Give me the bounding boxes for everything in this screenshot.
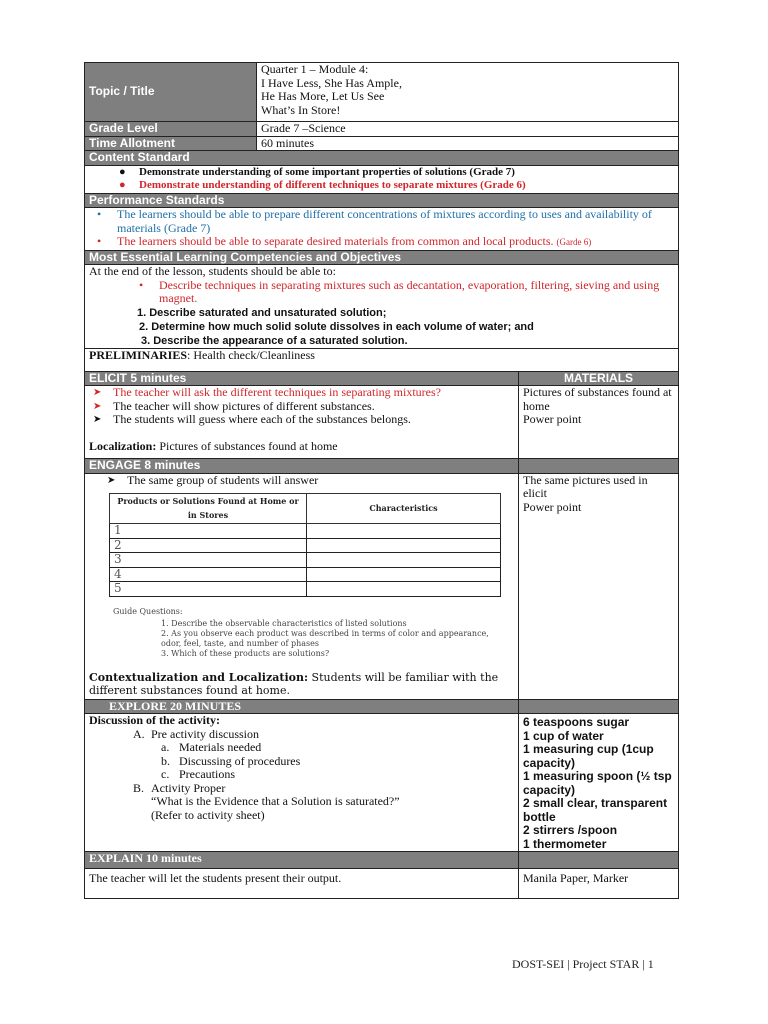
explain-header: EXPLAIN 10 minutes (85, 852, 519, 869)
products-column-header: Products or Solutions Found at Home or in Stores (110, 494, 307, 524)
material-item: The same pictures used in elicit (523, 472, 648, 500)
explain-materials: Manila Paper, Marker (519, 869, 679, 899)
explore-outline-item: c. Precautions (161, 767, 235, 781)
topic-line: I Have Less, She Has Ample, (261, 75, 402, 90)
material-item: Pictures of substances found at home (523, 385, 672, 413)
material-item: 1 thermometer (523, 836, 607, 851)
table-row: 1 (110, 524, 501, 539)
content-standard-item: ● Demonstrate understanding of different techniques to separate mixtures (Grade 6) (119, 179, 526, 191)
time-label: Time Allotment (85, 136, 257, 151)
explore-outline-item: A. Pre activity discussion (133, 726, 259, 741)
content-standard-header: Content Standard (85, 151, 679, 166)
melc-body (85, 265, 679, 349)
material-item: 2 stirrers /spoon (523, 823, 618, 837)
elicit-header: ELICIT 5 minutes (85, 371, 519, 386)
performance-standards-header: Performance Standards (85, 193, 679, 208)
preliminaries-row: PRELIMINARIES: Health check/Cleanliness (85, 348, 679, 371)
elicit-item: ➤ The students will guess where each of the substances belongs. (93, 412, 411, 426)
explore-title: Discussion of the activity: (89, 713, 220, 727)
explore-header: EXPLORE 20 MINUTES (85, 699, 519, 714)
guide-question: 2. As you observe each product was described in terms of color and appearance, odor, feel, taste, and number of phases (161, 628, 489, 648)
melc-objective: 1. Describe saturated and unsaturated solution; (137, 306, 387, 319)
topic-line: Quarter 1 – Module 4: (261, 62, 369, 76)
elicit-body (85, 386, 519, 459)
grade-row (85, 122, 679, 137)
table-row: 3 (110, 553, 501, 568)
topic-line: What’s In Store! (261, 102, 341, 117)
melc-red-bullet: • Describe techniques in separating mixtures such as decantation, evaporation, filtering, sieving and using magnet. (139, 277, 660, 305)
products-table (109, 493, 501, 597)
topic-row (85, 63, 679, 122)
melc-objective: 2. Determine how much solid solute dissolves in each volume of water; and (139, 320, 534, 333)
characteristics-column-header: Characteristics (307, 494, 501, 524)
grade-label: Grade Level (85, 122, 257, 137)
time-value: 60 minutes (257, 136, 679, 151)
time-row (85, 136, 679, 151)
material-item: 1 measuring cup (1cup capacity) (523, 742, 654, 770)
content-standard-body (85, 165, 679, 193)
elicit-item: ➤ The teacher will ask the different techniques in separating mixtures? (93, 385, 441, 399)
explore-body (85, 714, 519, 852)
topic-label: Topic / Title (85, 63, 257, 122)
topic-value (257, 63, 679, 122)
melc-intro: At the end of the lesson, students should be able to: (89, 264, 336, 278)
engage-contextualization: Contextualization and Localization: Students will be familiar with the different substances found at home. (89, 670, 499, 697)
material-item: 1 cup of water (523, 728, 604, 743)
engage-body (85, 473, 519, 699)
explore-outline-item: a. Materials needed (161, 740, 262, 754)
table-row: 2 (110, 538, 501, 553)
guide-question: 3. Which of these products are solutions? (161, 648, 330, 658)
lesson-plan-document (84, 62, 678, 899)
melc-header: Most Essential Learning Competencies and Objectives (85, 250, 679, 265)
explore-outline-item: b. Discussing of procedures (161, 753, 301, 768)
explore-materials (519, 714, 679, 852)
material-item: 6 teaspoons sugar (523, 715, 630, 729)
engage-item: ➤ The same group of students will answer (107, 472, 319, 487)
engage-materials-header (519, 459, 679, 474)
table-row: 5 (110, 582, 501, 597)
explain-body: The teacher will let the students present their output. (85, 869, 519, 899)
elicit-item: ➤ The teacher will show pictures of different substances. (93, 398, 375, 413)
guide-questions-title: Guide Questions: (113, 606, 183, 616)
explore-activity-quote: “What is the Evidence that a Solution is saturated?” (151, 794, 400, 808)
content-standard-item: ● Demonstrate understanding of some important properties of solutions (Grade 7) (119, 165, 515, 178)
engage-materials (519, 473, 679, 699)
topic-line: He Has More, Let Us See (261, 89, 385, 103)
table-row: 4 (110, 567, 501, 582)
guide-question: 1. Describe the observable characteristics of listed solutions (161, 618, 407, 628)
material-item: Power point (523, 499, 582, 514)
elicit-materials (519, 386, 679, 459)
lesson-plan-table (84, 62, 679, 899)
explain-materials-header (519, 852, 679, 869)
engage-header: ENGAGE 8 minutes (85, 459, 519, 474)
explore-materials-header (519, 699, 679, 714)
material-item: Power point (523, 412, 582, 426)
melc-objective: 3. Describe the appearance of a saturated solution. (141, 334, 408, 347)
explore-refer-note: (Refer to activity sheet) (151, 807, 265, 822)
performance-standard-item: • The learners should be able to prepare different concentrations of mixtures according to uses and availability of materials (Grade 7) (97, 207, 652, 235)
materials-header: MATERIALS (519, 371, 679, 386)
guide-questions (89, 619, 514, 659)
elicit-localization: Localization: Pictures of substances found at home (89, 438, 338, 453)
performance-standard-item: • The learners should be able to separate desired materials from common and local products. (Garde 6) (97, 234, 592, 248)
material-item: 2 small clear, transparent bottle (523, 796, 668, 824)
page-footer: DOST-SEI | Project STAR | 1 (512, 957, 654, 971)
grade-value: Grade 7 –Science (257, 122, 679, 137)
performance-standards-body (85, 208, 679, 251)
material-item: 1 measuring spoon (½ tsp capacity) (523, 769, 672, 797)
explore-outline-item: B. Activity Proper (133, 780, 226, 795)
